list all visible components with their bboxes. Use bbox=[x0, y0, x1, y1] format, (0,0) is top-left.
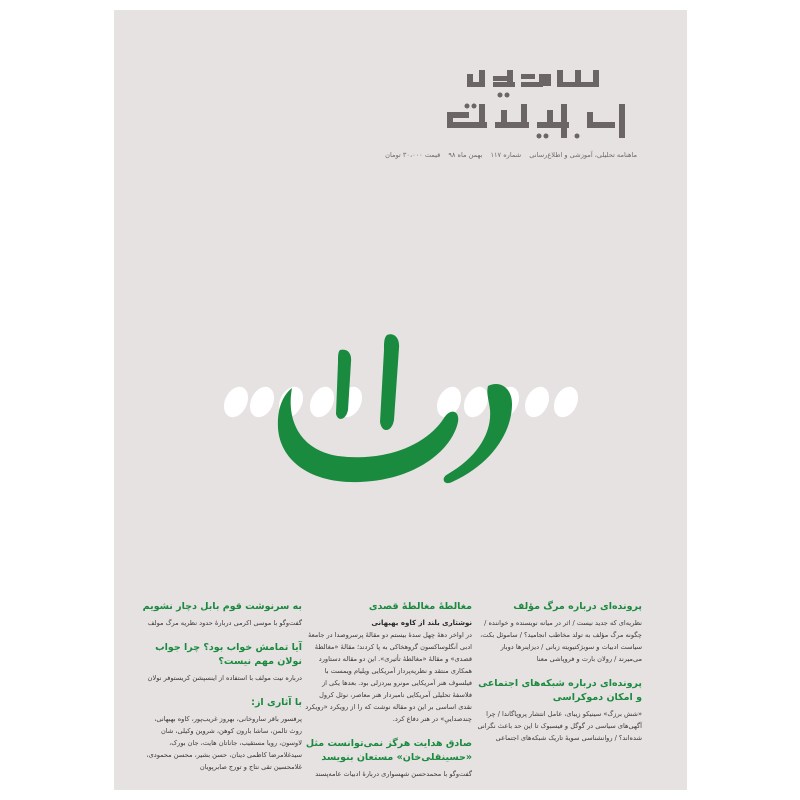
article-body: گفت‌وگو با محمدحسن شهسواری دربارهٔ ادبیات عامه‌پسند bbox=[315, 770, 472, 778]
issue-date: بهمن ماه ۹۸ bbox=[448, 151, 483, 159]
articles-middle-column bbox=[304, 600, 472, 790]
cover-title-art bbox=[114, 310, 687, 510]
masthead-info bbox=[377, 151, 637, 159]
article-heading: با آثاری از: bbox=[251, 697, 302, 708]
magazine-cover bbox=[114, 10, 687, 790]
masthead-description: ماهنامه تحلیلی، آموزشی و اطلاع‌رسانی bbox=[529, 151, 637, 159]
issue-price: قیمت ۳۰،۰۰۰ تومان bbox=[385, 151, 441, 159]
issue-number: شماره ۱۱۷ bbox=[490, 151, 522, 159]
article-heading: به سرنوشت قوم بابل دچار نشویم bbox=[142, 601, 302, 612]
article-body: پرفسور باقر ساروخانی، بهروز غریب‌پور، کاوه بهبهانی، روث تالمن، ساشا بارون کوهن، شروین وکیلی، شان لاوسون، رویا مستقیب، جاناتان هایت، جان بورک، سیدغلامرضا کاظمی دینان، حسن بشیر، محسن محمودی، غلامحسین تقی نتاج و تورج صابرپویان bbox=[146, 715, 302, 771]
articles-right-column bbox=[477, 600, 642, 756]
article-body: در اواخر دههٔ چهل سدهٔ بیستم دو مقالهٔ پرسروصدا در جامعهٔ ادبی آنگلوساکسون گروهخاکی به پا کردند؛ مقالهٔ «مغالطهٔ قصدی» و مقالهٔ «مغالطهٔ تأثیری». این دو مقاله دستاورد همکاری منتقد و نظریه‌پرداز آمریکایی ویلیام ویمست با فیلسوف هنر آمریکایی مونرو بیردزلی بود. بعدها یکی از فلاسفهٔ تحلیلی آمریکایی نامبردار هنر معاصر، نوئل کرول نقدی اساسی بر این دو مقاله نوشت که را از رویکرد «رویکرد چندصداییِ» در هنر دفاع کرد. bbox=[305, 631, 472, 723]
dot-row bbox=[219, 383, 582, 421]
articles-left-column bbox=[142, 600, 302, 785]
article-lead: نوشتاری بلند از کاوه بهبهانی bbox=[371, 619, 472, 627]
article-body: «شش برزگ» سینیکو زیبای، عامل انتشار پروپاگاندا / چرا آگهی‌های سیاسی در گوگل و فیسبوک تا این حد باعث نگرانی شده‌اند؟ / روانشناسی سویهٔ تاریک شبکه‌های اجتماعی bbox=[477, 710, 642, 742]
article-heading: پرونده‌ای درباره مرگ مؤلف bbox=[513, 601, 642, 612]
cover-title-text bbox=[686, 10, 687, 11]
article-heading: پرونده‌ای درباره شبکه‌های اجتماعی و امکان دموکراسی bbox=[478, 678, 642, 703]
article-body: درباره نیت مولف با استفاده از اینسپشن کریستوفر نولان bbox=[147, 674, 302, 682]
article-body: گفت‌وگو با موسی اکرمی دربارهٔ حدود نظریه مرگ مولف bbox=[147, 619, 302, 627]
article-heading: مغالطهٔ مغالطهٔ قصدی bbox=[368, 601, 472, 612]
article-body: نظریه‌ای که جدید نیست / اثر در میانه نویسنده و خواننده / چگونه مرگ مؤلف به تولد مخاطب انجامید؟ / ساموئل بکت، سیاست ادبیات و سوبژکتیویته زبانی / دیزاینرها دوبار می‌میرند / رولان بارت و فروپاشی معنا bbox=[480, 619, 642, 663]
article-heading: آیا تمامش خواب بود؟ چرا جواب نولان مهم نیست؟ bbox=[155, 642, 302, 667]
article-heading: صادق هدایت هرگز نمی‌توانست مثل «حسینقلی‌خان» مستعان بنویسد bbox=[305, 738, 472, 763]
magazine-logo bbox=[437, 66, 637, 152]
